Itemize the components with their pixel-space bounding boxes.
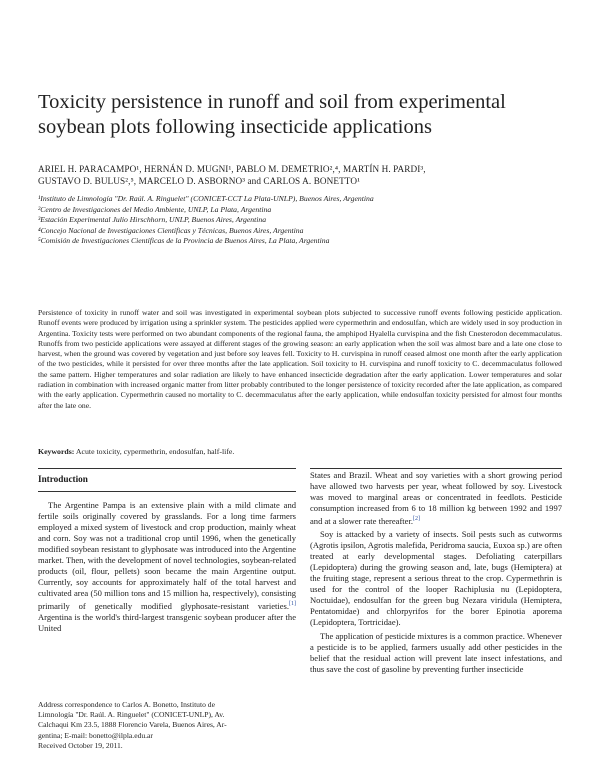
keywords-label: Keywords: [38, 447, 75, 456]
right-column-text [310, 469, 562, 675]
correspondence-email[interactable]: gentina; E-mail: bonetto@ilpla.edu.ar [38, 730, 153, 740]
section-heading-introduction: Introduction [38, 468, 296, 492]
author-list [38, 163, 578, 187]
intro-paragraph-3: Soy is attacked by a variety of insects. Soil pests such as cutworms (Agrotis ipsilon, Agrotis malefida, Peridroma saucia, Euxoa sp.) are often treated at early developmental stages. Defoliating caterpillars (Lepidoptera) during the growing season and, late, bugs (Hemiptera) at the fruiting stage, represent a serious threat to the crop. Cypermethrin is used for the control of the looper Rachiplusia nu (Lepidoptera, Noctuidae), endosulfan for the green bug Nezara viridula (Hemiptera, Pentatomidae) and chlorpyrifos for the borer Epinotia aporema (Lepidoptera, Tortricidae). [310, 529, 562, 628]
authors-line-2: GUSTAVO D. BULUS²,⁵, MARCELO D. ASBORNO³ and CARLOS A. BONETTO¹ [38, 176, 360, 186]
affiliation-item: ⁴Concejo Nacional de Investigaciones Científicas y Técnicas, Buenos Aires, Argentina [38, 225, 304, 235]
affiliation-list [38, 194, 578, 247]
right-column [310, 468, 562, 675]
abstract: Persistence of toxicity in runoff water and soil was investigated in experimental soybean plots subjected to successive runoff events following pesticide application. Runoff events were produced by irrigation using a sprinkler system. The pesticides applied were cypermethrin and endosulfan, which are widely used in soy production in Argentina. Toxicity tests were performed on two abundant components of the regional fauna, the amphipod Hyalella curvispina and the fish Cnesterodon decemmaculatus. Runoffs from two pesticide applications were assayed at different stages of the growing season: an early application when the soil was almost bare and a late one close to harvest, when the ground was covered by vegetation and just before soy leaves fell. Toxicity to H. curvispina in runoff ceased almost one month after the early application of the two pesticides, while it persisted for over three months after the late application. Soil toxicity to H. curvispina and runoff toxicity to C. decemmaculatus followed the same pattern. Higher temperatures and solar radiation are likely to have enhanced insecticide degradation after the early application. Lower temperatures and solar radiation in combination with increased organic matter from litter probably contributed to the longer persistence of toxicity recorded after the late application, as compared with the early application. Cypermethrin caused no mortality to C. decemmaculatus after the early application, while endosulfan toxicity persisted for almost four months after the late one. [38, 308, 562, 410]
left-column [38, 468, 296, 634]
citation-link[interactable]: [2] [412, 516, 420, 523]
correspondence-note [38, 700, 296, 751]
title-line-1: Toxicity persistence in runoff and soil from experimental [38, 91, 506, 113]
keywords [38, 447, 562, 457]
title-line-2: soybean plots following insecticide applications [38, 116, 432, 138]
affiliation-item: ²Centro de Investigaciones del Medio Ambiente, UNLP, La Plata, Argentina [38, 204, 272, 214]
intro-paragraph-1-end: Argentina is the world's third-largest transgenic soybean producer after the United [38, 612, 296, 634]
correspondence-line: Address correspondence to Carlos A. Bonetto, Instituto de [38, 700, 215, 709]
correspondence-line: Limnología "Dr. Raúl. A. Ringuelet" (CONICET-UNLP), Av. [38, 710, 225, 720]
intro-paragraph-1: The Argentine Pampa is an extensive plain with a mild climate and fertile soils originally covered by grasslands. For a long time farmers employed a mixed system of livestock and crop production, mainly wheat and corn. Soy was not a traditional crop until 1996, when the genetically modified soybean resistant to glyphosate was introduced into the Argentine market. Then, with the development of novel technologies, soybean-related products (oil, flour, pellets) soon became the main Argentine output. Currently, soy accounts for approximately half of the total harvest and cultivated area (50 million tons and 15 million ha, respectively), consisting primarily of genetically modified glyphosate-resistant varieties. [38, 500, 296, 612]
left-column-text [38, 500, 296, 634]
received-date: Received October 19, 2011. [38, 740, 123, 750]
correspondence-line: Calchaqui Km 23.5, 1888 Florencio Varela, Buenos Aires, Ar- [38, 720, 227, 730]
citation-link[interactable]: [1] [289, 601, 296, 608]
keywords-text: Acute toxicity, cypermethrin, endosulfan, half-life. [75, 447, 235, 456]
paper-title [38, 90, 558, 140]
intro-paragraph-2: States and Brazil. Wheat and soy varieties with a short growing period have allowed two harvests per year, wheat followed by soy. Livestock was moved to marginal areas or concentrated in feedlots. Pesticide consumption increased from 6 to 18 million kg between 1992 and 1997 and at a slower rate thereafter. [310, 470, 562, 527]
authors-line-1: ARIEL H. PARACAMPO¹, HERNÁN D. MUGNI¹, PABLO M. DEMETRIO²,⁴, MARTÍN H. PARDI³, [38, 164, 426, 174]
affiliation-item: ¹Instituto de Limnología "Dr. Raúl. A. Ringuelet" (CONICET-CCT La Plata-UNLP), Buenos Aires, Argentina [38, 194, 374, 203]
affiliation-item: ⁵Comisión de Investigaciones Científicas de la Provincia de Buenos Aires, La Plata, Argentina [38, 236, 330, 246]
affiliation-item: ³Estación Experimental Julio Hirschhorn, UNLP, Buenos Aires, Argentina [38, 215, 267, 225]
intro-paragraph-4: The application of pesticide mixtures is a common practice. Whenever a pesticide is to be applied, farmers usually add other pesticides in the belief that the residual action will prevent late insect infestations, and thus save the cost of gasoline by preventing further insecticide [310, 630, 562, 674]
